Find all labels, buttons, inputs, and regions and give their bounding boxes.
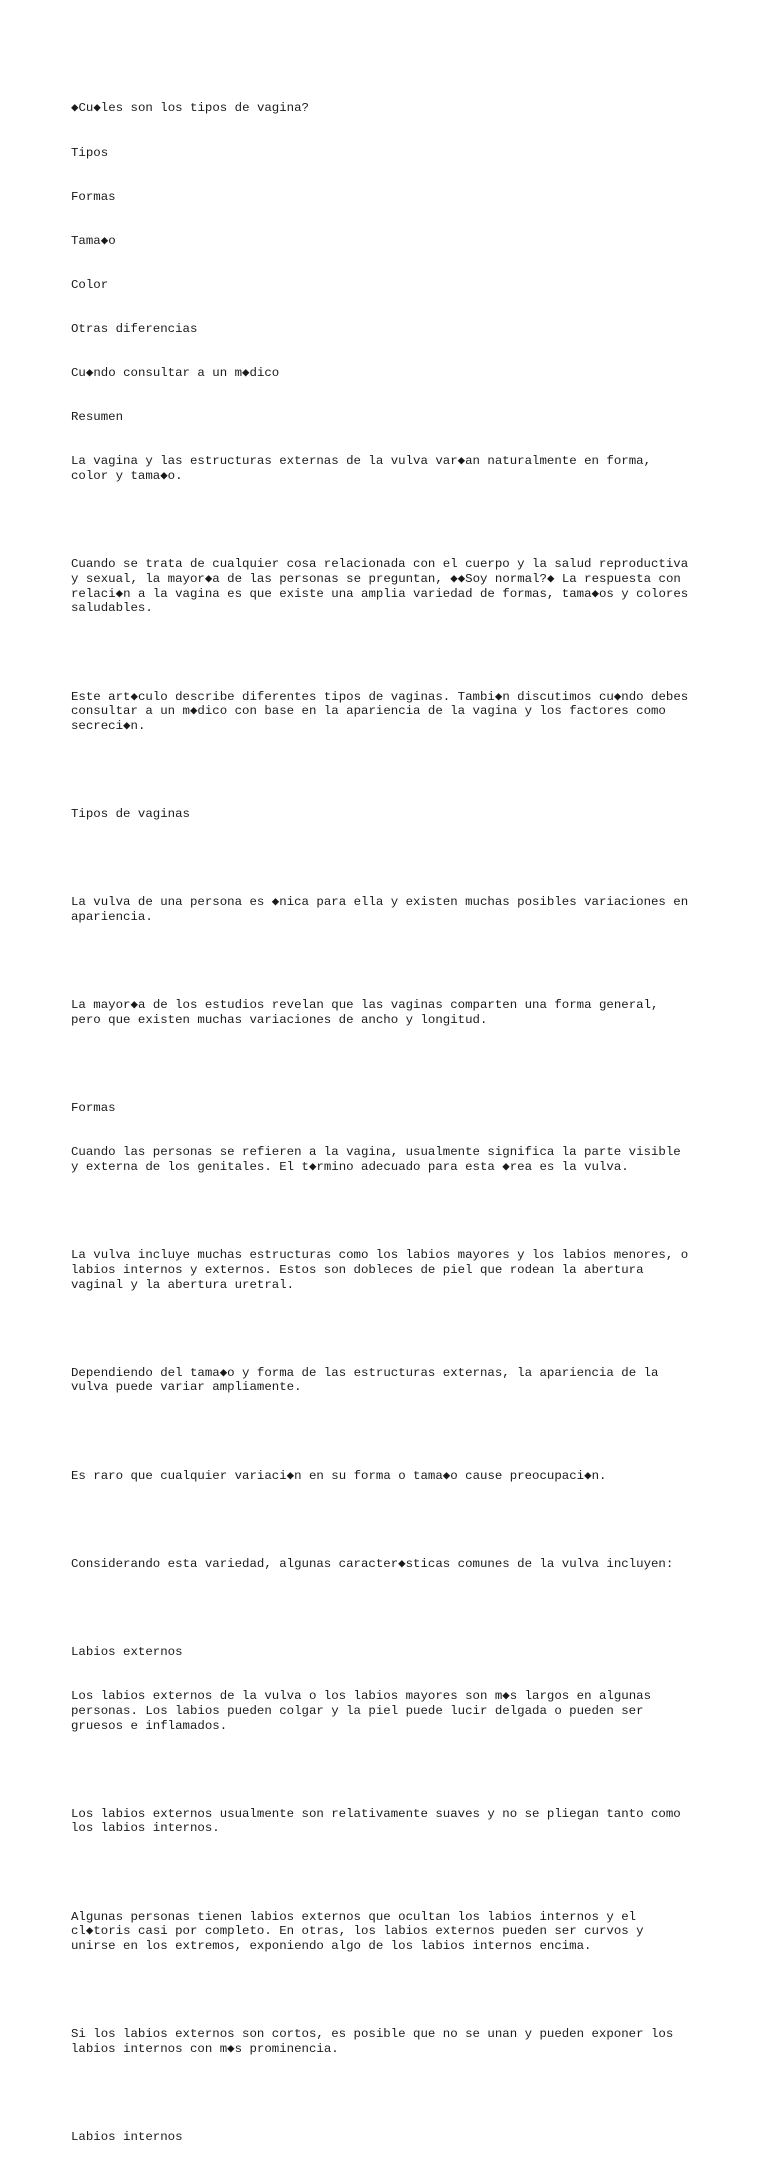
heading-tipos-de-vaginas: Tipos de vaginas [71, 807, 190, 822]
paragraph-gap [71, 1601, 711, 1616]
paragraph-gap [71, 1204, 711, 1219]
paragraph-estructuras: La vulva incluye muchas estructuras como los labios mayores y los labios menores, o labios internos y externos. Estos son dobleces de piel que rodean la abertura vaginal y la abertura uretral. [71, 1248, 689, 1292]
toc-item-otras-diferencias: Otras diferencias [71, 321, 198, 336]
paragraph-labios-suaves: Los labios externos usualmente son relativamente suaves y no se pliegan tanto como los labios internos. [71, 1806, 681, 1836]
heading-labios-internos: Labios internos [71, 2130, 183, 2145]
paragraph-gap [71, 1322, 711, 1337]
paragraph-salud: Cuando se trata de cualquier cosa relacionada con el cuerpo y la salud reproductiva y sexual, la mayor◆a de las personas se preguntan, ◆◆Soy normal?◆ La respuesta con relaci◆n a la vagina es que existe una amplia variedad de formas, tama◆os y colores saludables. [71, 557, 689, 616]
paragraph-gap [71, 1057, 711, 1072]
paragraph-intro: La vagina y las estructuras externas de la vulva var◆an naturalmente en forma, color y tama◆o. [71, 454, 652, 483]
paragraph-gap [71, 1763, 711, 1778]
toc-item-formas: Formas [71, 189, 116, 204]
document-body [71, 72, 711, 2160]
paragraph-apariencia: Dependiendo del tama◆o y forma de las estructuras externas, la apariencia de la vulva puede variar ampliamente. [71, 1365, 659, 1395]
toc-item-tamano: Tama◆o [71, 233, 116, 248]
toc-item-resumen: Resumen [71, 410, 124, 425]
heading-labios-externos: Labios externos [71, 1645, 183, 1660]
paragraph-gap [71, 851, 711, 866]
paragraph-unica: La vulva de una persona es ◆nica para ella y existen muchas posibles variaciones en apariencia. [71, 895, 689, 925]
paragraph-gap [71, 763, 711, 778]
paragraph-gap [71, 1866, 711, 1881]
paragraph-labios-mayores: Los labios externos de la vulva o los labios mayores son m◆s largos en algunas personas. Los labios pueden colgar y la piel puede lucir delgada o pueden ser gruesos e inflamados. [71, 1689, 652, 1733]
paragraph-gap [71, 954, 711, 969]
paragraph-gap [71, 1425, 711, 1440]
heading-formas: Formas [71, 1101, 116, 1116]
toc-item-color: Color [71, 277, 109, 292]
paragraph-gap [71, 513, 711, 528]
paragraph-gap [71, 2086, 711, 2101]
toc-item-title: ◆Cu◆les son los tipos de vagina? [71, 101, 309, 116]
toc-item-cuando-consultar: Cu◆ndo consultar a un m◆dico [71, 366, 280, 381]
toc-item-tipos: Tipos [71, 145, 109, 160]
paragraph-labios-ocultan: Algunas personas tienen labios externos que ocultan los labios internos y el cl◆toris casi por completo. En otras, los labios externos pueden ser curvos y unirse en los extremos, exponiendo algo de los labios internos encima. [71, 1909, 644, 1954]
paragraph-caracteristicas: Considerando esta variedad, algunas caracter◆sticas comunes de la vulva incluyen: [71, 1556, 674, 1571]
paragraph-gap [71, 645, 711, 660]
paragraph-gap [71, 1983, 711, 1998]
paragraph-vulva-termino: Cuando las personas se refieren a la vagina, usualmente significa la parte visible y externa de los genitales. El t◆rmino adecuado para esta ◆rea es la vulva. [71, 1145, 681, 1174]
paragraph-labios-cortos: Si los labios externos son cortos, es posible que no se unan y pueden exponer los labios internos con m◆s prominencia. [71, 2027, 674, 2056]
paragraph-articulo: Este art◆culo describe diferentes tipos de vaginas. Tambi◆n discutimos cu◆ndo debes consultar a un m◆dico con base en la apariencia de la vagina y los factores como secreci◆n. [71, 689, 689, 733]
paragraph-gap [71, 1513, 711, 1528]
paragraph-estudios: La mayor◆a de los estudios revelan que las vaginas comparten una forma general, pero que existen muchas variaciones de ancho y longitud. [71, 998, 659, 1027]
paragraph-variacion: Es raro que cualquier variaci◆n en su forma o tama◆o cause preocupaci◆n. [71, 1468, 607, 1483]
